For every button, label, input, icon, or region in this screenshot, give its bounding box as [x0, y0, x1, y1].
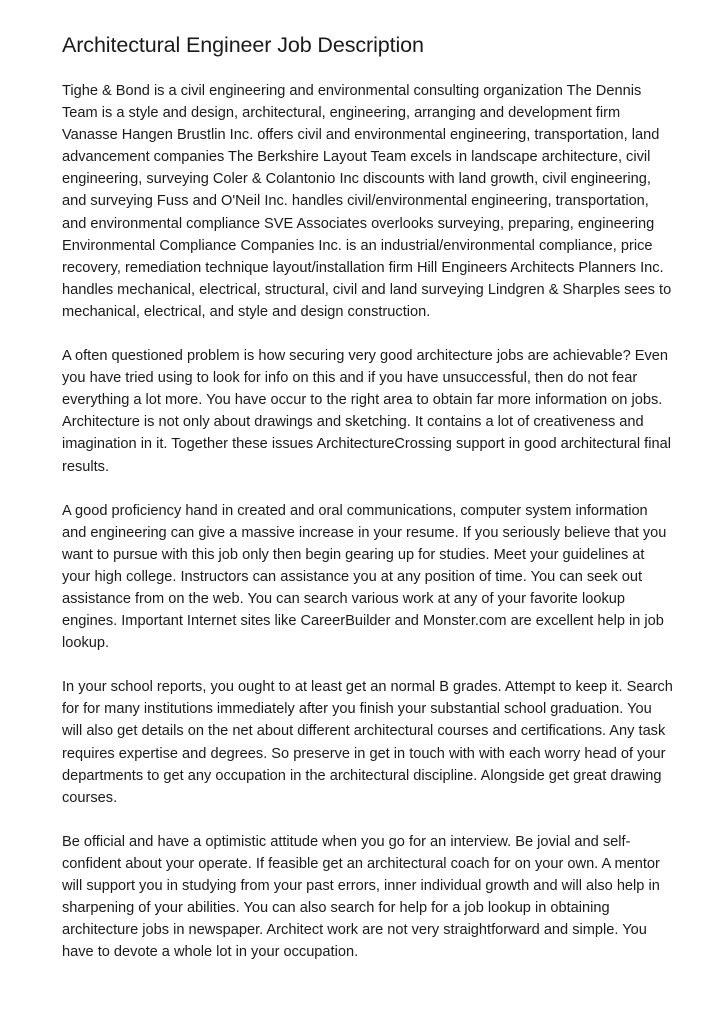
document-title: Architectural Engineer Job Description	[62, 33, 424, 57]
paragraph-securing-jobs: A often questioned problem is how securing very good architecture jobs are achievable? Even you have tried using to look for info on this and if you have unsuccessful, then do not fear everything a lot more. You have occur to the right area to obtain far more information on jobs. Architecture is not only about drawings and sketching. It contains a lot of creativeness and imagination in it. Together these issues ArchitectureCrossing support in good architectural final results.	[62, 348, 671, 475]
paragraph-firms: Tighe & Bond is a civil engineering and environmental consulting organization The Dennis Team is a style and design, architectural, engineering, arranging and development firm Vanasse Hangen Brustlin Inc. offers civil and environmental engineering, transportation, land advancement companies The Berkshire Layout Team excels in landscape architecture, civil engineering, surveying Coler & Colantonio Inc discounts with land growth, civil engineering, and surveying Fuss and O'Neil Inc. handles civil/environmental engineering, transportation, and environmental compliance SVE Associates overlooks surveying, preparing, engineering Environmental Compliance Companies Inc. is an industrial/environmental compliance, price recovery, remediation technique layout/installation firm Hill Engineers Architects Planners Inc. handles mechanical, electrical, structural, civil and land surveying Lindgren & Sharples sees to mechanical, electrical, and style and design construction.	[62, 83, 672, 320]
paragraph-proficiency: A good proficiency hand in created and oral communications, computer system information and engineering can give a massive increase in your resume. If you seriously believe that you want to pursue with this job only then begin gearing up for studies. Meet your guidelines at your high college. Instructors can assistance you at any position of time. You can seek out assistance from on the web. You can search various work at any of your favorite lookup engines. Important Internet sites like CareerBuilder and Monster.com are excellent help in job lookup.	[62, 502, 667, 652]
paragraph-interview: Be official and have a optimistic attitude when you go for an interview. Be jovial and self-confident about your operate. If feasible get an architectural coach for on your own. A mentor will support you in studying from your past errors, inner individual growth and will also help in sharpening of your abilities. You can also search for help for a job lookup in obtaining architecture jobs in newspaper. Architect work are not very straightforward and simple. You have to devote a whole lot in your occupation.	[62, 833, 660, 961]
document-page	[62, 30, 674, 985]
paragraph-school-reports: In your school reports, you ought to at least get an normal B grades. Attempt to keep it. Search for for many institutions immediately after you finish your substantial school graduation. You will also get details on the net about different architectural courses and certifications. Any task requires expertise and degrees. So preserve in get in touch with with each worry head of your departments to get any occupation in the architectural discipline. Alongside get great drawing courses.	[62, 679, 673, 806]
